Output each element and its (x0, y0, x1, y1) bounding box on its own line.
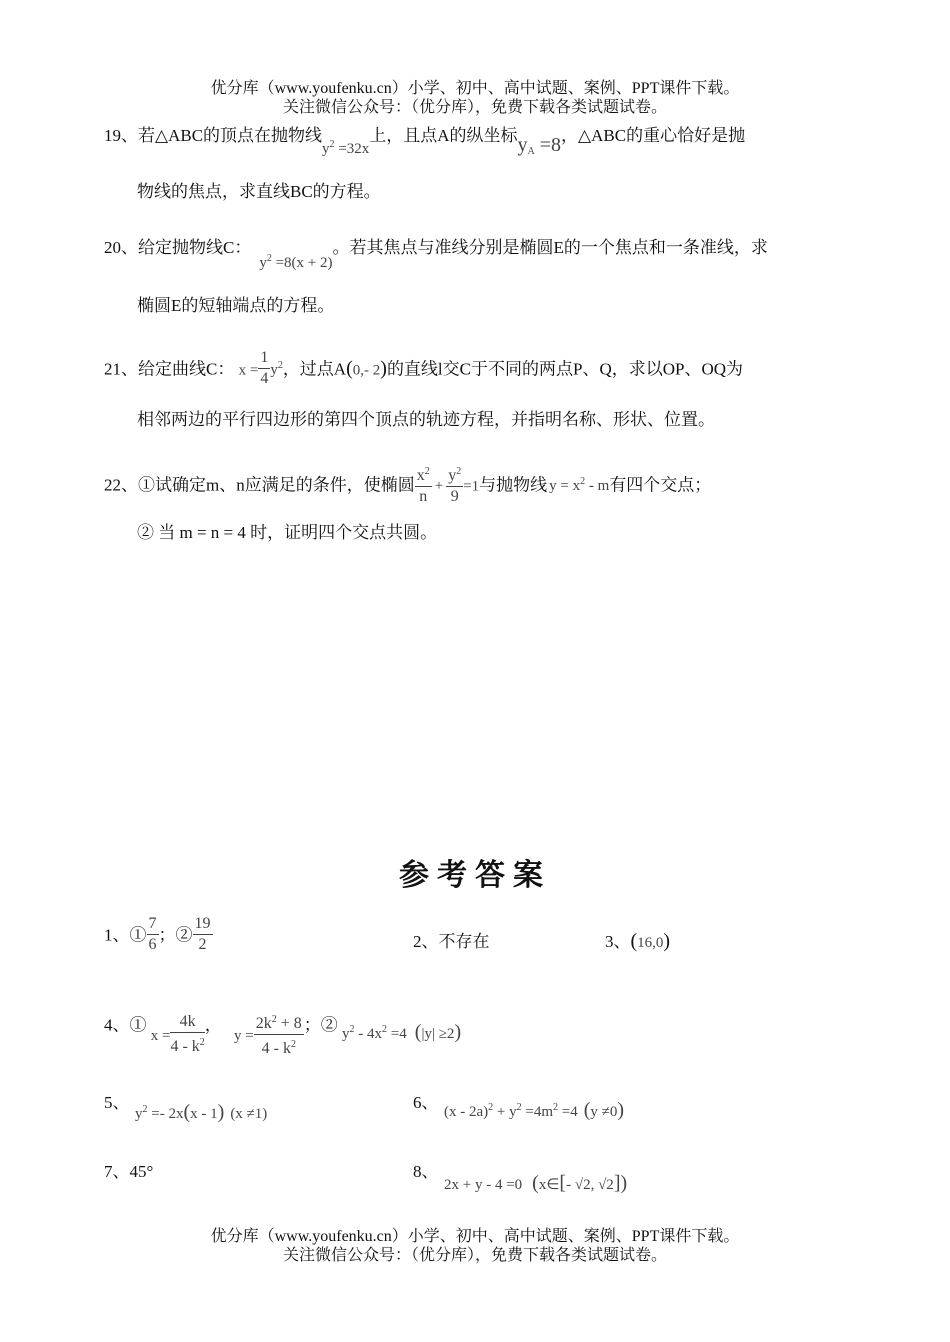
plus-sign: + (434, 478, 444, 495)
problem-text: 。若其焦点与准线分别是椭圆E的一个焦点和一条准线，求 (332, 238, 768, 257)
point-coordinates: 0,- 2 (352, 362, 381, 379)
problem-21 (104, 350, 743, 391)
math-sup: 2 (271, 1014, 277, 1025)
problem-text: ①试确定m、n应满足的条件，使椭圆 (138, 475, 415, 495)
math-var: y (322, 141, 330, 157)
answer-number: 6、 (413, 1093, 439, 1112)
math-expression (322, 141, 369, 157)
math-expression (270, 362, 283, 378)
problem-text: ，△ABC的重心恰好是抛 (561, 126, 746, 145)
circled-2: ② (175, 925, 193, 945)
math-rest: - m (585, 478, 610, 495)
fraction (258, 348, 270, 389)
fraction-denominator: 9 (450, 488, 459, 505)
math-var: y (135, 1106, 143, 1122)
answer-number: 3、 (605, 932, 631, 951)
math-sup: 2 (424, 466, 430, 477)
math-rest: x - 1 (190, 1106, 218, 1122)
footer-line-2: 关注微信公众号：（优分库），免费下载各类试题试卷。 (282, 1247, 667, 1264)
problem-text: 上，且点A的纵坐标 (369, 126, 518, 145)
left-paren: ( (583, 1099, 591, 1121)
answer-number: 4、 (104, 1015, 130, 1035)
fraction-denominator: 4 (260, 370, 269, 387)
fraction-numerator: 4k (170, 1012, 204, 1033)
fraction-numerator (415, 462, 432, 487)
answer-number: 5、 (104, 1093, 130, 1112)
fraction-numerator (446, 462, 463, 487)
math-rest: =8 (534, 134, 562, 156)
answer-7: 7、45° (104, 1162, 154, 1181)
answers-title: 参考答案 (399, 858, 551, 893)
math-rest: =- 2x (147, 1106, 184, 1122)
condition: x∈ (538, 1177, 560, 1193)
right-bracket: ] (613, 1172, 621, 1194)
math-var: y (342, 1026, 350, 1043)
math-sup: 2 (266, 253, 272, 264)
math-var: y = x (549, 478, 581, 495)
math-expression (549, 478, 609, 494)
math-expression (259, 255, 332, 271)
math-sup: 2 (277, 360, 283, 372)
problem-20-line-2: 椭圆E的短轴端点的方程。 (137, 296, 335, 315)
math-sup: 2 (199, 1037, 205, 1048)
left-paren: ( (346, 357, 353, 380)
fraction-denominator: 6 (148, 936, 157, 953)
problem-20 (104, 233, 768, 271)
circled-2: ② (320, 1015, 338, 1035)
math-expression (135, 1101, 267, 1124)
math-sup: 2 (456, 466, 462, 477)
math-sub: A (527, 146, 535, 157)
math-rest: =4 (558, 1104, 578, 1120)
math-sup: 2 (516, 1102, 522, 1113)
fraction (193, 914, 213, 955)
right-paren: ) (620, 1172, 628, 1194)
math-sup: 2 (382, 1024, 388, 1036)
fraction-denominator (254, 1035, 304, 1059)
footer-line-1: 优分库（www.youfenku.cn）小学、初中、高中试题、案例、PPT课件下载。 (210, 1228, 740, 1245)
fraction-numerator: 7 (147, 914, 159, 935)
fraction-denominator: 2 (198, 936, 207, 953)
math-var: x (416, 467, 425, 484)
math-var: y (517, 134, 528, 156)
right-paren: ) (663, 930, 671, 952)
math-rest: + 8 (276, 1015, 302, 1032)
problem-number: 20、 (104, 238, 138, 257)
header-line-1: 优分库（www.youfenku.cn）小学、初中、高中试题、案例、PPT课件下载。 (210, 80, 740, 97)
condition: y ≠0 (590, 1104, 618, 1120)
fraction (170, 1012, 204, 1057)
problem-text: 给定曲线C： (138, 359, 235, 379)
answer-1 (104, 916, 213, 957)
circled-1: ① (129, 925, 147, 945)
right-paren: ) (217, 1101, 225, 1123)
problem-text: 若△ABC的顶点在抛物线 (138, 126, 323, 145)
left-paren: ( (532, 1172, 539, 1194)
fraction (446, 462, 463, 507)
math-var-y: y = (234, 1028, 254, 1045)
problem-22 (104, 464, 711, 509)
answer-4 (104, 1002, 462, 1057)
condition: - √2, √2 (566, 1177, 614, 1193)
math-var: (x - 2a) (444, 1104, 489, 1120)
math-rest: - 4x (354, 1026, 383, 1043)
fraction (147, 914, 159, 955)
problem-text: 的直线l交C于不同的两点P、Q，求以OP、OQ为 (386, 359, 744, 379)
math-var-x: x = (150, 1028, 171, 1045)
math-var: 2k (255, 1015, 272, 1032)
math-var: x = (238, 362, 259, 379)
separator: ； (158, 925, 176, 945)
math-sup: 2 (580, 476, 586, 488)
math-sup: 2 (142, 1104, 148, 1115)
math-var: 4 - k (170, 1038, 200, 1055)
math-rest: + y (493, 1104, 517, 1120)
fraction-numerator: 1 (258, 348, 270, 369)
fraction (415, 462, 432, 507)
separator: ； (303, 1015, 321, 1035)
left-paren: ( (414, 1021, 422, 1044)
math-expression (444, 1099, 624, 1122)
math-rest: =4m (521, 1104, 554, 1120)
problem-number: 22、 (104, 475, 138, 495)
math-var: y (448, 467, 457, 484)
math-sup: 2 (553, 1102, 559, 1113)
fraction (254, 1010, 304, 1059)
answer-number: 8、 (413, 1162, 439, 1181)
math-var: y (270, 362, 278, 379)
math-rest: =32x (334, 141, 370, 157)
math-var: y (259, 255, 267, 271)
fraction-numerator (254, 1010, 304, 1035)
math-expression (342, 1021, 462, 1044)
problem-text: 给定抛物线C： (138, 238, 252, 257)
answer-2: 2、不存在 (413, 932, 490, 951)
math-var: 2x + y - 4 =0 (444, 1177, 523, 1193)
answer-5 (104, 1088, 268, 1123)
answer-number: 1、 (104, 925, 130, 945)
math-rest: =8(x + 2) (271, 255, 333, 271)
fraction-denominator: n (419, 488, 428, 505)
math-sup: 2 (349, 1024, 355, 1036)
circled-1: ① (129, 1015, 147, 1035)
equals-one: =1 (463, 478, 480, 495)
header-line-2: 关注微信公众号：（优分库），免费下载各类试题试卷。 (282, 99, 667, 116)
condition: |y| ≥2 (421, 1026, 455, 1043)
condition: (x ≠1) (230, 1106, 268, 1122)
problem-22-line-2: ② 当 m = n = 4 时，证明四个交点共圆。 (137, 523, 438, 542)
problem-number: 21、 (104, 359, 138, 379)
right-paren: ) (454, 1021, 462, 1044)
math-sup: 2 (488, 1102, 494, 1113)
math-sup: 2 (290, 1039, 296, 1050)
answer-8 (413, 1157, 628, 1194)
math-expression (444, 1172, 627, 1195)
fraction-denominator (170, 1033, 204, 1057)
problem-21-line-2: 相邻两边的平行四边形的第四个顶点的轨迹方程，并指明名称、形状、位置。 (137, 410, 715, 429)
math-var: 4 - k (261, 1040, 291, 1057)
answer-value: 16,0 (637, 935, 664, 951)
left-paren: ( (183, 1101, 191, 1123)
left-bracket: [ (559, 1172, 567, 1194)
math-expression (239, 362, 259, 378)
math-expression (518, 134, 562, 156)
problem-text: 有四个交点； (609, 475, 712, 495)
fraction-numerator: 19 (193, 914, 213, 935)
problem-19-line-2: 物线的焦点，求直线BC的方程。 (137, 182, 381, 201)
answer-6 (413, 1088, 625, 1121)
problem-text: 与抛物线 (479, 475, 548, 495)
math-sup: 2 (329, 139, 335, 150)
problem-text: ，过点A (282, 359, 347, 379)
answer-3 (605, 927, 670, 953)
problem-19 (104, 121, 746, 157)
left-paren: ( (630, 930, 638, 952)
math-rest: =4 (387, 1026, 407, 1043)
comma: ， (204, 1015, 222, 1035)
right-paren: ) (617, 1099, 625, 1121)
problem-number: 19、 (104, 126, 138, 145)
right-paren: ) (380, 357, 387, 380)
